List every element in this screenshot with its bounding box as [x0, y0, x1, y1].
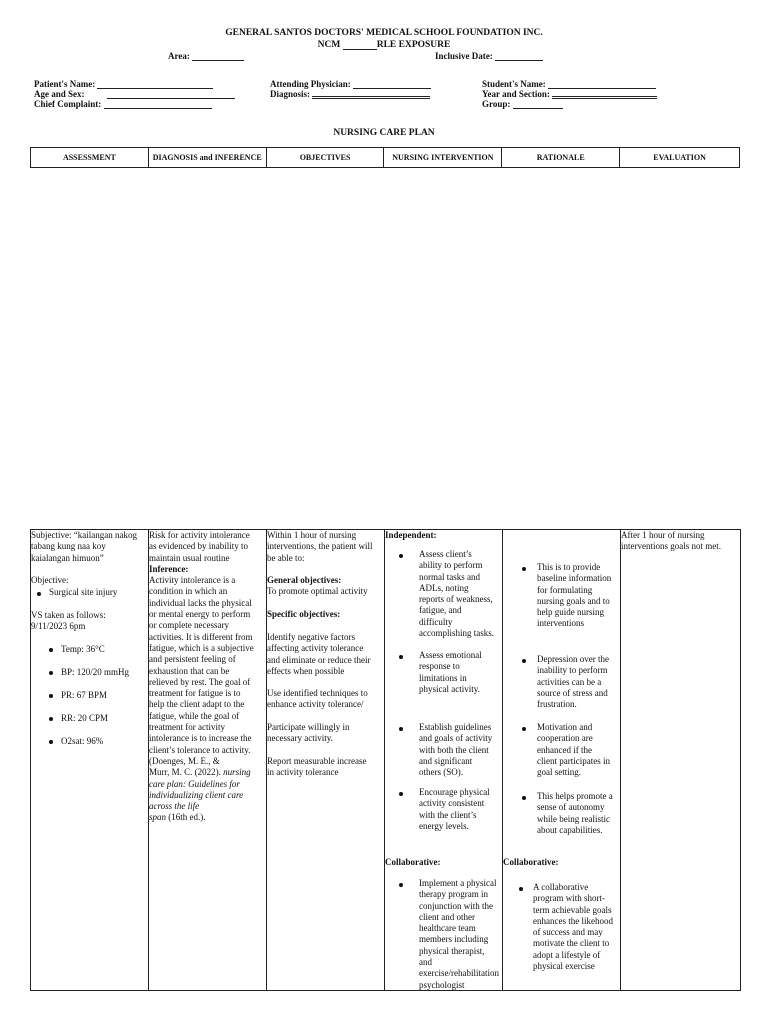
rationale-collaborative-label: Collaborative:	[503, 857, 559, 867]
diagnosis-label: Diagnosis:	[270, 89, 311, 99]
citation-line: Murr, M. C. (2022). nursing	[149, 767, 251, 778]
col-evaluation: EVALUATION	[620, 148, 740, 168]
nursing-diagnosis: Risk for activity intolerance as evidenced by inability to maintain usual routine Inference: Activity intolerance is a condition in which an individual lacks the physical or mental energy to perform or complete necessary activities. It is different from fatigue, which is a subjective and persistent feeling of exhaustion that can be relieved by rest. The goal of treatment for fatigue is to help the client adapt to the fatigue, while the goal of treatment for activity intolerance is to increase the client’s tolerance to activity. (Doenges, M. E., & Murr, M. C. (2022). nursing care plan: Guidelines for individualizing client care across the life span (16th ed.).	[149, 530, 264, 824]
col-rationale: RATIONALE	[502, 148, 620, 168]
bullet-icon	[49, 717, 53, 721]
vs-date-line: 9/11/2023 6pm	[31, 621, 86, 631]
care-plan-body-table	[30, 529, 741, 991]
rationale-item-3: Motivation and cooperation are enhanced if the client participates in goal setting.	[537, 722, 610, 778]
ncm-prefix: NCM	[317, 40, 341, 50]
independent-label: Independent:	[385, 530, 437, 540]
diagnosis-cell	[149, 530, 267, 991]
bullet-icon	[49, 740, 53, 744]
objectives-intro: Within 1 hour of nursing interventions, the patient will be able to:	[267, 530, 373, 563]
inclusive-date-label: Inclusive Date:	[435, 51, 493, 61]
inference-label: Inference:	[149, 563, 189, 574]
general-objectives-label: General objectives:	[267, 575, 342, 585]
attending-physician-input[interactable]	[353, 80, 431, 89]
chief-complaint-label: Chief Complaint:	[34, 99, 102, 109]
inclusive-date-field	[435, 51, 543, 61]
bullet-icon	[522, 796, 526, 800]
collaborative-label: Collaborative:	[385, 857, 441, 867]
intervention-item-4: Encourage physical activity consistent with the client’s energy levels.	[419, 787, 490, 831]
bullet-icon	[37, 592, 41, 596]
age-sex-label: Age and Sex:	[34, 89, 85, 99]
age-sex-field	[34, 89, 235, 99]
intervention-cell	[385, 530, 503, 991]
student-name-field	[482, 79, 656, 89]
bullet-icon	[49, 648, 53, 652]
citation-end: span (16th ed.).	[149, 812, 206, 823]
care-plan-header-table	[30, 147, 740, 168]
bullet-icon	[399, 883, 403, 887]
area-field	[168, 51, 244, 61]
group-input[interactable]	[513, 100, 563, 109]
patient-name-input[interactable]	[97, 80, 213, 89]
vital-o2sat: O2sat: 96%	[61, 736, 104, 746]
patient-name-field	[34, 79, 213, 89]
vital-bp: BP: 120/20 mmHg	[61, 667, 130, 677]
plan-title: NURSING CARE PLAN	[333, 128, 435, 138]
evaluation-cell	[621, 530, 741, 991]
chief-complaint-input[interactable]	[104, 100, 212, 109]
vital-rr: RR: 20 CPM	[61, 713, 109, 723]
intervention-item-2: Assess emotional response to limitations in physical activity.	[419, 650, 482, 694]
year-section-field	[482, 89, 657, 99]
rationale-cell	[503, 530, 621, 991]
student-name-input[interactable]	[548, 80, 656, 89]
bullet-icon	[399, 792, 403, 796]
vital-temp: Temp: 36°C	[61, 644, 105, 654]
chief-complaint-field	[34, 99, 212, 109]
bullet-icon	[522, 567, 526, 571]
intervention-item-1: Assess client’s ability to perform normal tasks and ADLs, noting reports of weakness, fatigue, and difficulty accomplishing tasks.	[419, 549, 494, 639]
specific-objective-1: Identify negative factors affecting activity tolerance and eliminate or reduce their effects when possible	[267, 632, 371, 676]
intervention-item-3: Establish guidelines and goals of activity with both the client and significant others (SO).	[419, 722, 493, 778]
group-field	[482, 99, 563, 109]
bullet-icon	[399, 554, 403, 558]
group-label: Group:	[482, 99, 511, 109]
specific-objective-2: Use identified techniques to enhance activity tolerance/	[267, 688, 368, 710]
objective-label: Objective:	[31, 575, 69, 585]
bullet-icon	[49, 671, 53, 675]
subjective-data: Subjective: “kailangan nakog tabang kung naa koy kaialangan himuon”	[31, 530, 137, 563]
assessment-cell	[31, 530, 149, 991]
objective-item: Surgical site injury	[49, 587, 118, 597]
ncm-suffix: RLE EXPOSURE	[376, 40, 451, 50]
rationale-item-4: This helps promote a sense of autonomy while being realistic about capabilities.	[537, 791, 613, 835]
objectives-cell	[267, 530, 385, 991]
rationale-item-5: A collaborative program with short- term achievable goals enhances the likehood of success and may motivate the client to adopt a lifestyle of physical exercise	[533, 882, 613, 972]
inclusive-date-input[interactable]	[495, 52, 543, 61]
rationale-item-2: Depression over the inability to perform activities can be a source of stress and frustration.	[537, 654, 609, 710]
bullet-icon	[522, 659, 526, 663]
col-intervention: NURSING INTERVENTION	[384, 148, 502, 168]
diagnosis-input[interactable]	[312, 90, 430, 99]
specific-objectives-label: Specific objectives:	[267, 609, 341, 619]
vs-taken-line: VS taken as follows:	[31, 610, 106, 620]
bullet-icon	[519, 887, 523, 891]
general-objective: To promote optimal activity	[267, 586, 368, 596]
attending-physician-label: Attending Physician:	[270, 79, 351, 89]
rationale-item-1: This is to provide baseline information for formulating nursing goals and to help guide nursing interventions	[537, 562, 612, 629]
school-name: GENERAL SANTOS DOCTORS' MEDICAL SCHOOL FOUNDATION INC.	[225, 28, 543, 38]
bullet-icon	[49, 694, 53, 698]
ncm-title	[0, 40, 768, 50]
col-assessment: ASSESSMENT	[31, 148, 149, 168]
col-objectives: OBJECTIVES	[266, 148, 384, 168]
area-input[interactable]	[192, 52, 244, 61]
specific-objective-3: Participate willingly in necessary activity.	[267, 722, 350, 744]
area-label: Area:	[168, 51, 190, 61]
ncm-blank[interactable]	[343, 41, 377, 50]
evaluation-text: After 1 hour of nursing interventions goals not met.	[621, 530, 721, 552]
bullet-icon	[522, 727, 526, 731]
patient-name-label: Patient's Name:	[34, 79, 96, 89]
vital-pr: PR: 67 BPM	[61, 690, 108, 700]
year-section-input[interactable]	[552, 90, 657, 99]
diagnosis-field	[270, 89, 430, 99]
bullet-icon	[399, 727, 403, 731]
year-section-label: Year and Section:	[482, 89, 550, 99]
bullet-icon	[399, 655, 403, 659]
specific-objective-4: Report measurable increase in activity tolerance	[267, 756, 367, 778]
student-name-label: Student's Name:	[482, 79, 546, 89]
attending-physician-field	[270, 79, 431, 89]
col-diagnosis: DIAGNOSIS and INFERENCE	[148, 148, 266, 168]
age-sex-input[interactable]	[107, 90, 235, 99]
intervention-item-5: Implement a physical therapy program in conjunction with the client and other healthcare team members including physical therapist, and exercise/rehabilitation psychologist	[419, 878, 499, 990]
